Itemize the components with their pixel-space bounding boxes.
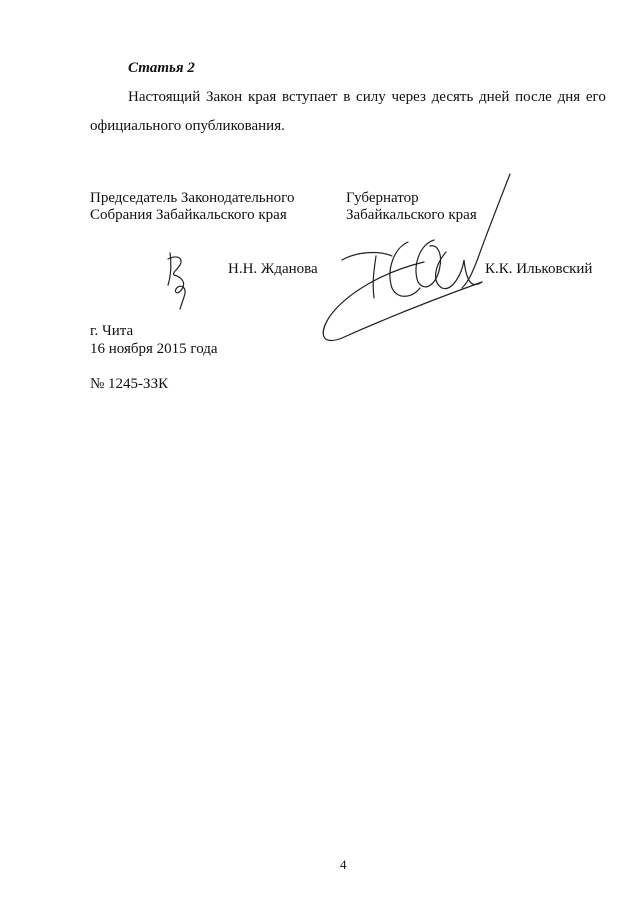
right-signatory-name: К.К. Ильковский bbox=[485, 261, 593, 277]
law-number: № 1245-ЗЗК bbox=[90, 376, 169, 392]
right-signatory-title-line-2: Забайкальского края bbox=[346, 207, 477, 223]
date: 16 ноября 2015 года bbox=[90, 341, 218, 357]
left-signatory-name: Н.Н. Жданова bbox=[228, 261, 318, 277]
right-signatory-title-line-1: Губернатор bbox=[346, 190, 419, 206]
left-signatory-title-line-1: Председатель Законодательного bbox=[90, 190, 295, 206]
left-signatory-title-line-2: Собрания Забайкальского края bbox=[90, 207, 287, 223]
page-number: 4 bbox=[340, 857, 347, 872]
city: г. Чита bbox=[90, 323, 134, 339]
article-heading: Статья 2 bbox=[128, 60, 195, 76]
article-text-line-2: официального опубликования. bbox=[90, 118, 285, 134]
right-signature bbox=[312, 170, 522, 345]
left-signature bbox=[160, 245, 200, 315]
article-text-line-1: Настоящий Закон края вступает в силу через десять дней после дня его bbox=[128, 89, 606, 105]
